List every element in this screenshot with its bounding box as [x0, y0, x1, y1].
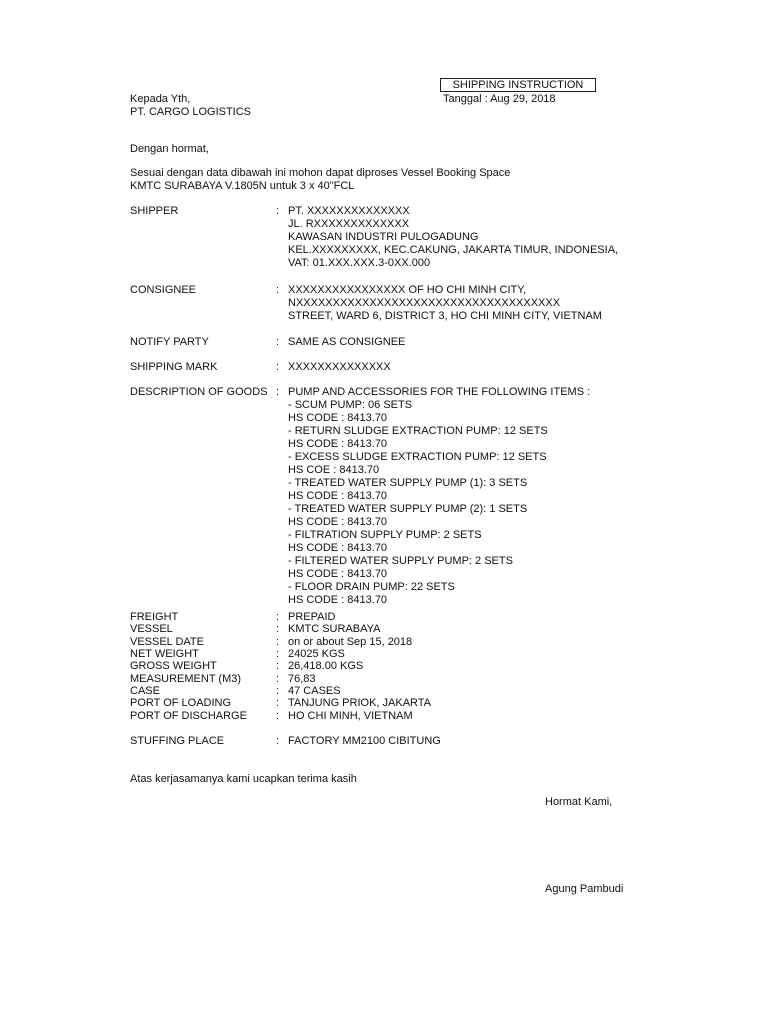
goods-line: - TREATED WATER SUPPLY PUMP (1): 3 SETS [288, 477, 528, 489]
goods-line: HS CODE : 8413.70 [288, 594, 388, 606]
goods-label: DESCRIPTION OF GOODS [130, 386, 268, 398]
document-date: Tanggal : Aug 29, 2018 [443, 93, 556, 105]
detail-label: VESSEL DATE [130, 636, 204, 648]
colon: : [276, 284, 280, 296]
goods-line: HS CODE : 8413.70 [288, 542, 388, 554]
document-title: SHIPPING INSTRUCTION [440, 78, 596, 92]
colon: : [276, 636, 280, 648]
shipper-lines [288, 205, 618, 270]
detail-label: CASE [130, 685, 160, 697]
goods-line: - RETURN SLUDGE EXTRACTION PUMP: 12 SETS [288, 425, 548, 437]
shipper-line: KAWASAN INDUSTRI PULOGADUNG [288, 231, 479, 243]
colon: : [276, 685, 280, 697]
colon: : [276, 386, 280, 398]
goods-line: - TREATED WATER SUPPLY PUMP (2): 1 SETS [288, 503, 528, 515]
stuffing-place-value: FACTORY MM2100 CIBITUNG [288, 735, 441, 747]
goods-line: HS COE : 8413.70 [288, 464, 380, 476]
colon: : [276, 697, 280, 709]
shipping-mark-value: XXXXXXXXXXXXXX [288, 361, 391, 373]
detail-value: KMTC SURABAYA [288, 623, 381, 635]
detail-label: VESSEL [130, 623, 173, 635]
shipper-line: VAT: 01.XXX.XXX.3-0XX.000 [288, 257, 431, 269]
colon: : [276, 660, 280, 672]
shipper-line: KEL.XXXXXXXXX, KEC.CAKUNG, JAKARTA TIMUR, INDONESIA, [288, 244, 619, 256]
notify-party-value: SAME AS CONSIGNEE [288, 336, 406, 348]
colon: : [276, 336, 280, 348]
detail-label: FREIGHT [130, 611, 179, 623]
detail-value: TANJUNG PRIOK, JAKARTA [288, 697, 432, 709]
shipper-label: SHIPPER [130, 205, 179, 217]
colon: : [276, 673, 280, 685]
goods-line: HS CODE : 8413.70 [288, 568, 388, 580]
notify-party-label: NOTIFY PARTY [130, 336, 209, 348]
intro-line-2: KMTC SURABAYA V.1805N untuk 3 x 40"FCL [130, 180, 355, 192]
shipper-line: PT. XXXXXXXXXXXXXX [288, 205, 410, 217]
closing-text: Atas kerjasamanya kami ucapkan terima kasih [130, 773, 357, 785]
greeting: Dengan hormat, [130, 143, 209, 155]
detail-label: MEASUREMENT (M3) [130, 673, 242, 685]
detail-label: PORT OF DISCHARGE [130, 710, 247, 722]
detail-value: 24025 KGS [288, 648, 345, 660]
detail-value: 76,83 [288, 673, 316, 685]
detail-label: PORT OF LOADING [130, 697, 232, 709]
colon: : [276, 648, 280, 660]
detail-value: on or about Sep 15, 2018 [288, 636, 413, 648]
detail-value: PREPAID [288, 611, 336, 623]
goods-line: - FILTERED WATER SUPPLY PUMP: 2 SETS [288, 555, 513, 567]
stuffing-place-label: STUFFING PLACE [130, 735, 225, 747]
goods-line: HS CODE : 8413.70 [288, 412, 388, 424]
goods-line: HS CODE : 8413.70 [288, 490, 388, 502]
goods-line: HS CODE : 8413.70 [288, 516, 388, 528]
sign-off: Hormat Kami, [545, 796, 613, 808]
signer-name: Agung Pambudi [545, 883, 624, 895]
goods-line: - SCUM PUMP: 06 SETS [288, 399, 413, 411]
shipper-line: JL. RXXXXXXXXXXXXX [288, 218, 410, 230]
colon: : [276, 623, 280, 635]
consignee-label: CONSIGNEE [130, 284, 197, 296]
detail-value: HO CHI MINH, VIETNAM [288, 710, 413, 722]
goods-line: - FLOOR DRAIN PUMP: 22 SETS [288, 581, 455, 593]
consignee-line: STREET, WARD 6, DISTRICT 3, HO CHI MINH CITY, VIETNAM [288, 310, 602, 322]
detail-value: 47 CASES [288, 685, 341, 697]
shipping-mark-label: SHIPPING MARK [130, 361, 218, 373]
goods-line: HS CODE : 8413.70 [288, 438, 388, 450]
detail-label: NET WEIGHT [130, 648, 199, 660]
goods-line: - FILTRATION SUPPLY PUMP: 2 SETS [288, 529, 482, 541]
recipient-company: PT. CARGO LOGISTICS [130, 106, 252, 118]
goods-line: - EXCESS SLUDGE EXTRACTION PUMP: 12 SETS [288, 451, 547, 463]
consignee-line: XXXXXXXXXXXXXXXX OF HO CHI MINH CITY, [288, 284, 527, 296]
consignee-lines [288, 284, 602, 323]
intro-line-1: Sesuai dengan data dibawah ini mohon dapat diproses Vessel Booking Space [130, 167, 511, 179]
goods-lines [288, 386, 590, 607]
shipment-details [130, 611, 650, 731]
colon: : [276, 735, 280, 747]
detail-label: GROSS WEIGHT [130, 660, 217, 672]
colon: : [276, 205, 280, 217]
goods-line: PUMP AND ACCESSORIES FOR THE FOLLOWING ITEMS : [288, 386, 591, 398]
detail-value: 26,418.00 KGS [288, 660, 364, 672]
consignee-line: NXXXXXXXXXXXXXXXXXXXXXXXXXXXXXXXXXXXX [288, 297, 561, 309]
colon: : [276, 611, 280, 623]
colon: : [276, 710, 280, 722]
colon: : [276, 361, 280, 373]
recipient-salutation: Kepada Yth, [130, 93, 191, 105]
